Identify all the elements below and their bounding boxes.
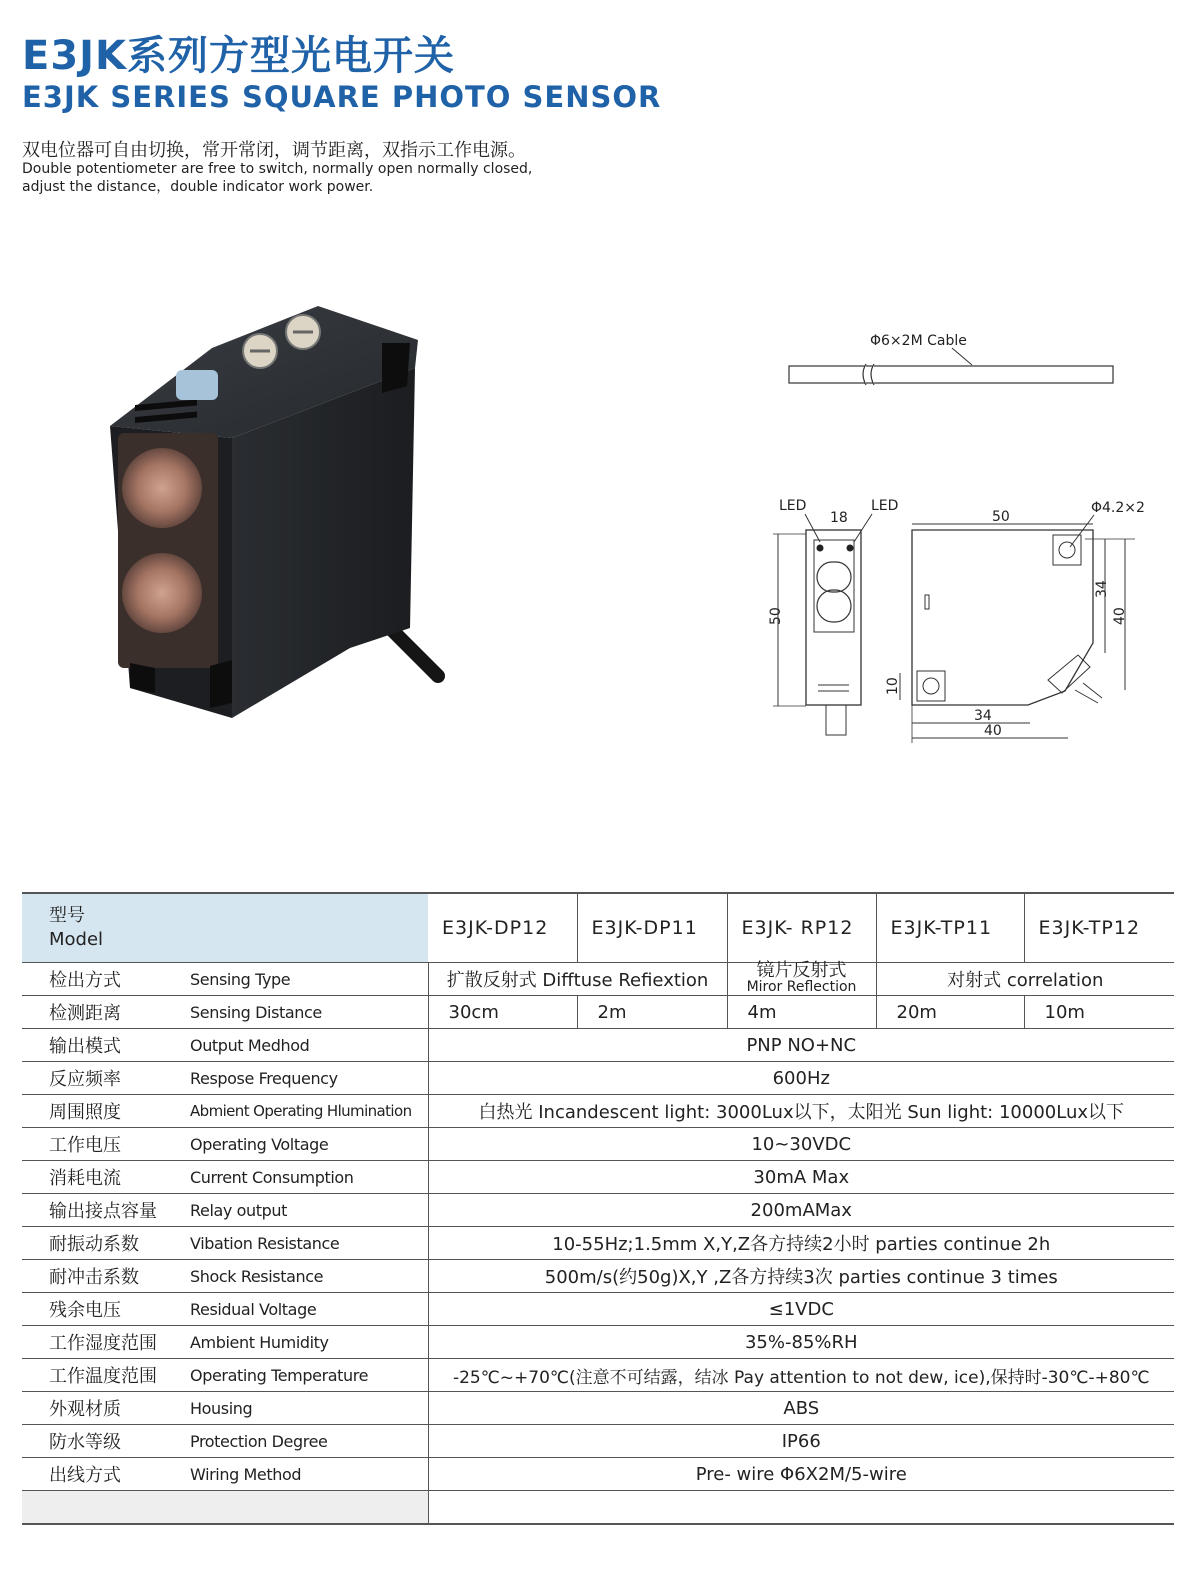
row-label-cn: 外观材质: [22, 1392, 190, 1425]
dim-hole-label: Φ4.2×2: [1091, 500, 1145, 516]
description-cn: 双电位器可自由切换，常开常闭，调节距离，双指示工作电源。: [22, 140, 526, 161]
row-value: 35%-85%RH: [428, 1326, 1174, 1359]
table-row: [22, 996, 1174, 1029]
description-en: [22, 160, 532, 196]
row-label-cn: 输出模式: [22, 1029, 190, 1062]
row-label-cn: 消耗电流: [22, 1161, 190, 1194]
row-value: ABS: [428, 1392, 1174, 1425]
row-label-en: Residual Voltage: [190, 1293, 428, 1326]
row-value: 200mAMax: [428, 1194, 1174, 1227]
model-dp11: E3JK-DP11: [577, 893, 727, 963]
row-label-en: Current Consumption: [190, 1161, 428, 1194]
row-label-en: Shock Resistance: [190, 1260, 428, 1293]
table-row: [22, 1227, 1174, 1260]
cable-drawing: [770, 326, 1130, 396]
model-dp12: E3JK-DP12: [428, 893, 577, 963]
row-label-en: Respose Frequency: [190, 1062, 428, 1095]
page-subtitle: E3JK SERIES SQUARE PHOTO SENSOR: [22, 80, 662, 114]
table-row: [22, 963, 1174, 996]
side-view-drawing: [880, 495, 1150, 750]
row-label-en: Operating Temperature: [190, 1359, 428, 1392]
row-label-cn: 工作温度范围: [22, 1359, 190, 1392]
dim-side-40-vertical: 40: [1112, 607, 1128, 625]
led-label-right: LED: [871, 498, 899, 514]
table-row: [22, 1128, 1174, 1161]
row-label-cn: 残余电压: [22, 1293, 190, 1326]
sensing-type-correlation: 对射式 correlation: [876, 963, 1174, 996]
row-label-en: Vibation Resistance: [190, 1227, 428, 1260]
table-footer-row: [22, 1491, 1174, 1525]
sensing-type-diffuse: 扩散反射式 Difftuse Refiextion: [428, 963, 727, 996]
row-value: Pre- wire Φ6X2M/5-wire: [428, 1458, 1174, 1491]
row-label-cn: 出线方式: [22, 1458, 190, 1491]
row-value: 白热光 Incandescent light: 3000Lux以下，太阳光 Sun light: 10000Lux以下: [428, 1095, 1174, 1128]
distance-dp12: 30cm: [428, 996, 577, 1029]
row-value: ≤1VDC: [428, 1293, 1174, 1326]
led-label-left: LED: [779, 498, 807, 514]
table-row: [22, 1260, 1174, 1293]
row-label-cn: 工作电压: [22, 1128, 190, 1161]
row-label-cn: 检测距离: [22, 996, 190, 1029]
row-label-cn: 输出接点容量: [22, 1194, 190, 1227]
row-label-cn: 检出方式: [22, 963, 190, 996]
table-row: [22, 1062, 1174, 1095]
mirror-en: Miror Reflection: [746, 979, 857, 995]
row-label-en: Operating Voltage: [190, 1128, 428, 1161]
row-value: 600Hz: [428, 1062, 1174, 1095]
row-label-en: Sensing Distance: [190, 996, 428, 1029]
row-value: 500m/s(约50g)X,Y ,Z各方持续3次 parties continue 3 times: [428, 1260, 1174, 1293]
row-value: -25℃~+70℃(注意不可结露，结冰 Pay attention to not dew, ice),保持时-30℃-+80℃: [428, 1359, 1174, 1392]
description-en-line1: Double potentiometer are free to switch, normally open normally closed,: [22, 161, 533, 177]
dim-front-height: 50: [768, 607, 784, 625]
table-row: [22, 1095, 1174, 1128]
cable-label: Φ6×2M Cable: [870, 333, 967, 349]
table-row: [22, 1029, 1174, 1062]
row-label-en: Abmient Operating Hlumination: [190, 1095, 428, 1128]
row-label-cn: 工作湿度范围: [22, 1326, 190, 1359]
table-header-row: [22, 893, 1174, 963]
row-label-en: Ambient Humidity: [190, 1326, 428, 1359]
distance-tp12: 10m: [1024, 996, 1174, 1029]
table-row: [22, 1161, 1174, 1194]
model-tp12: E3JK-TP12: [1024, 893, 1174, 963]
table-row: [22, 1359, 1174, 1392]
dim-side-34-vertical: 34: [1094, 580, 1110, 598]
dim-side-40-horizontal: 40: [984, 723, 1002, 739]
description-en-line2: adjust the distance，double indicator work power.: [22, 179, 374, 195]
row-label-en: Output Medhod: [190, 1029, 428, 1062]
distance-rp12: 4m: [727, 996, 876, 1029]
page-title: E3JK系列方型光电开关: [22, 33, 456, 79]
mirror-cn: 镜片反射式: [756, 960, 847, 981]
product-photo: [100, 298, 460, 728]
distance-tp11: 20m: [876, 996, 1024, 1029]
footer-blank-right: [428, 1491, 1174, 1525]
model-label-en: Model: [49, 929, 104, 950]
dim-side-34-horizontal: 34: [974, 708, 992, 724]
row-label-en: Housing: [190, 1392, 428, 1425]
row-label-cn: 周围照度: [22, 1095, 190, 1128]
dim-side-10: 10: [885, 677, 901, 695]
row-label-cn: 反应频率: [22, 1062, 190, 1095]
row-label-en: Relay output: [190, 1194, 428, 1227]
distance-dp11: 2m: [577, 996, 727, 1029]
table-row: [22, 1293, 1174, 1326]
spec-table: [22, 892, 1174, 1525]
dim-side-width: 50: [992, 509, 1010, 525]
row-label-cn: 防水等级: [22, 1425, 190, 1458]
table-row: [22, 1392, 1174, 1425]
model-label-cn: 型号: [49, 905, 85, 926]
table-row: [22, 1194, 1174, 1227]
model-rp12: E3JK- RP12: [727, 893, 876, 963]
row-value: IP66: [428, 1425, 1174, 1458]
row-label-en: Wiring Method: [190, 1458, 428, 1491]
model-tp11: E3JK-TP11: [876, 893, 1024, 963]
row-value: 10~30VDC: [428, 1128, 1174, 1161]
row-label-cn: 耐振动系数: [22, 1227, 190, 1260]
dim-front-width: 18: [830, 510, 848, 526]
row-label-en: Protection Degree: [190, 1425, 428, 1458]
table-row: [22, 1425, 1174, 1458]
row-value: PNP NO+NC: [428, 1029, 1174, 1062]
row-label-en: Sensing Type: [190, 963, 428, 996]
row-value: 30mA Max: [428, 1161, 1174, 1194]
sensing-type-mirror: [727, 960, 876, 996]
row-value: 10-55Hz;1.5mm X,Y,Z各方持续2小时 parties continue 2h: [428, 1227, 1174, 1260]
footer-blank-left: [22, 1491, 428, 1525]
table-row: [22, 1326, 1174, 1359]
row-label-cn: 耐冲击系数: [22, 1260, 190, 1293]
model-header: [22, 893, 428, 963]
table-row: [22, 1458, 1174, 1491]
